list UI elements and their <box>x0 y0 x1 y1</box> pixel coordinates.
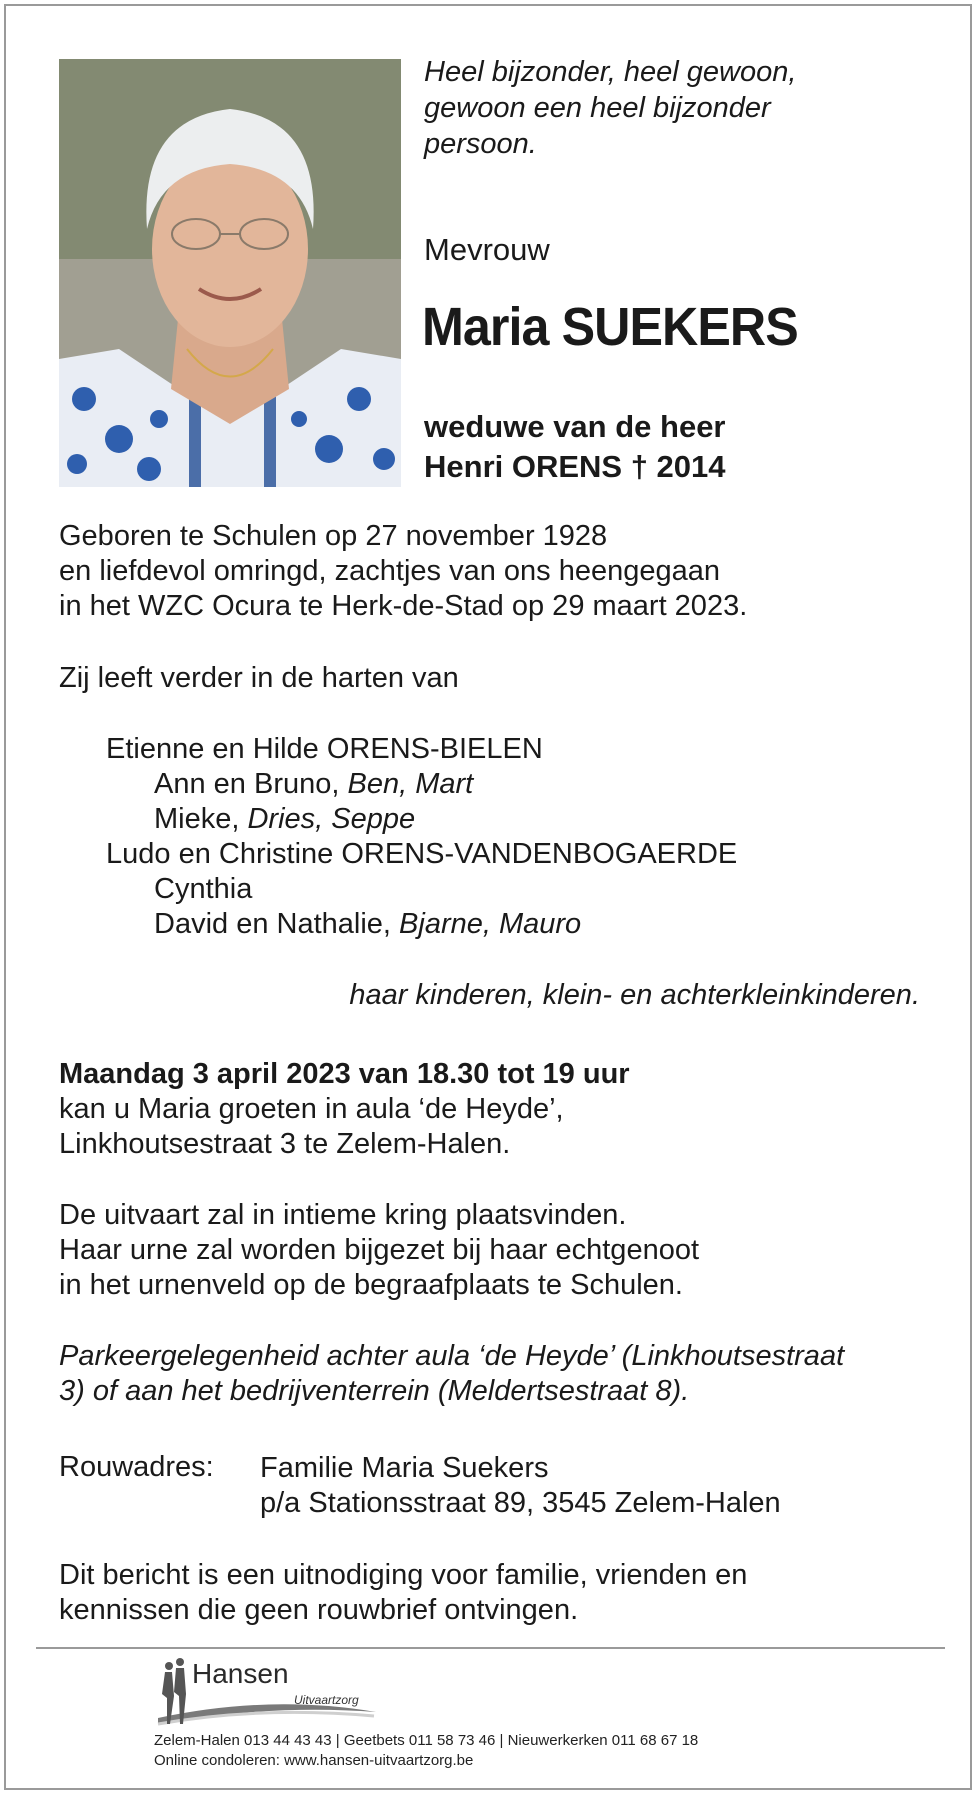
family-names: Ludo en Christine ORENS-VANDENBOGAERDE <box>106 838 738 870</box>
quote-line: persoon. <box>424 128 537 160</box>
viewing-line: kan u Maria groeten in aula ‘de Heyde’, <box>59 1093 564 1125</box>
viewing-line: Linkhoutsestraat 3 te Zelem-Halen. <box>59 1128 511 1160</box>
footer <box>154 1731 698 1771</box>
birth-paragraph <box>59 519 747 624</box>
quote-line: Heel bijzonder, heel gewoon, <box>424 56 797 88</box>
parking-paragraph <box>59 1339 844 1409</box>
children-caption: haar kinderen, klein- en achterkleinkinderen. <box>349 979 920 1011</box>
invite-line: Dit bericht is een uitnodiging voor familie, vrienden en <box>59 1559 748 1591</box>
birth-line: en liefdevol omringd, zachtjes van ons heengegaan <box>59 555 721 587</box>
family-names: Ann en Bruno, <box>154 768 348 800</box>
family-line <box>106 732 543 767</box>
family-line <box>154 767 473 802</box>
rouwadres-address <box>260 1451 781 1521</box>
widow-line: Henri ORENS † 2014 <box>424 449 726 484</box>
portrait-photo <box>59 59 401 487</box>
family-line <box>154 872 252 907</box>
family-line <box>154 802 415 837</box>
parking-line: 3) of aan het bedrijventerrein (Meldertsestraat 8). <box>59 1375 690 1407</box>
invite-line: kennissen die geen rouwbrief ontvingen. <box>59 1594 579 1626</box>
family-names: Mieke, <box>154 803 248 835</box>
family-grandchildren: Dries, Seppe <box>247 803 416 835</box>
lives-on-line: Zij leeft verder in de harten van <box>59 662 459 694</box>
quote <box>424 54 944 162</box>
deceased-name: Maria SUEKERS <box>422 297 798 357</box>
funeral-line: in het urnenveld op de begraafplaats te Schulen. <box>59 1269 683 1301</box>
family-grandchildren: Ben, Mart <box>347 768 474 800</box>
funeral-paragraph <box>59 1198 699 1303</box>
invite-paragraph <box>59 1558 747 1628</box>
widow-of <box>424 407 726 487</box>
title-prefix: Mevrouw <box>424 232 550 267</box>
rouwadres-line: p/a Stationsstraat 89, 3545 Zelem-Halen <box>260 1487 781 1519</box>
parking-line: Parkeergelegenheid achter aula ‘de Heyde’ (Linkhoutsestraat <box>59 1340 845 1372</box>
funeral-line: Haar urne zal worden bijgezet bij haar echtgenoot <box>59 1234 700 1266</box>
family-grandchildren: Bjarne, Mauro <box>399 908 582 940</box>
family-line <box>154 907 581 942</box>
logo-name: Hansen <box>192 1658 289 1689</box>
quote-line: gewoon een heel bijzonder <box>424 92 771 124</box>
logo-subtitle: Uitvaartzorg <box>294 1693 359 1707</box>
widow-line: weduwe van de heer <box>424 409 726 444</box>
family-names: David en Nathalie, <box>154 908 400 940</box>
birth-line: in het WZC Ocura te Herk-de-Stad op 29 maart 2023. <box>59 590 748 622</box>
rouwadres-label: Rouwadres: <box>59 1451 214 1483</box>
family-names: Cynthia <box>154 873 253 905</box>
footer-website: Online condoleren: www.hansen-uitvaartzorg.be <box>154 1752 474 1769</box>
viewing-paragraph <box>59 1057 630 1162</box>
birth-line: Geboren te Schulen op 27 november 1928 <box>59 520 608 552</box>
footer-phones: Zelem-Halen 013 44 43 43 | Geetbets 011 58 73 46 | Nieuwerkerken 011 68 67 18 <box>154 1732 699 1749</box>
funeral-line: De uitvaart zal in intieme kring plaatsvinden. <box>59 1199 627 1231</box>
divider <box>36 1647 945 1649</box>
family-names: Etienne en Hilde ORENS-BIELEN <box>106 733 543 765</box>
viewing-heading: Maandag 3 april 2023 van 18.30 tot 19 uur <box>59 1058 630 1090</box>
rouwadres-line: Familie Maria Suekers <box>260 1452 549 1484</box>
family-line <box>106 837 737 872</box>
